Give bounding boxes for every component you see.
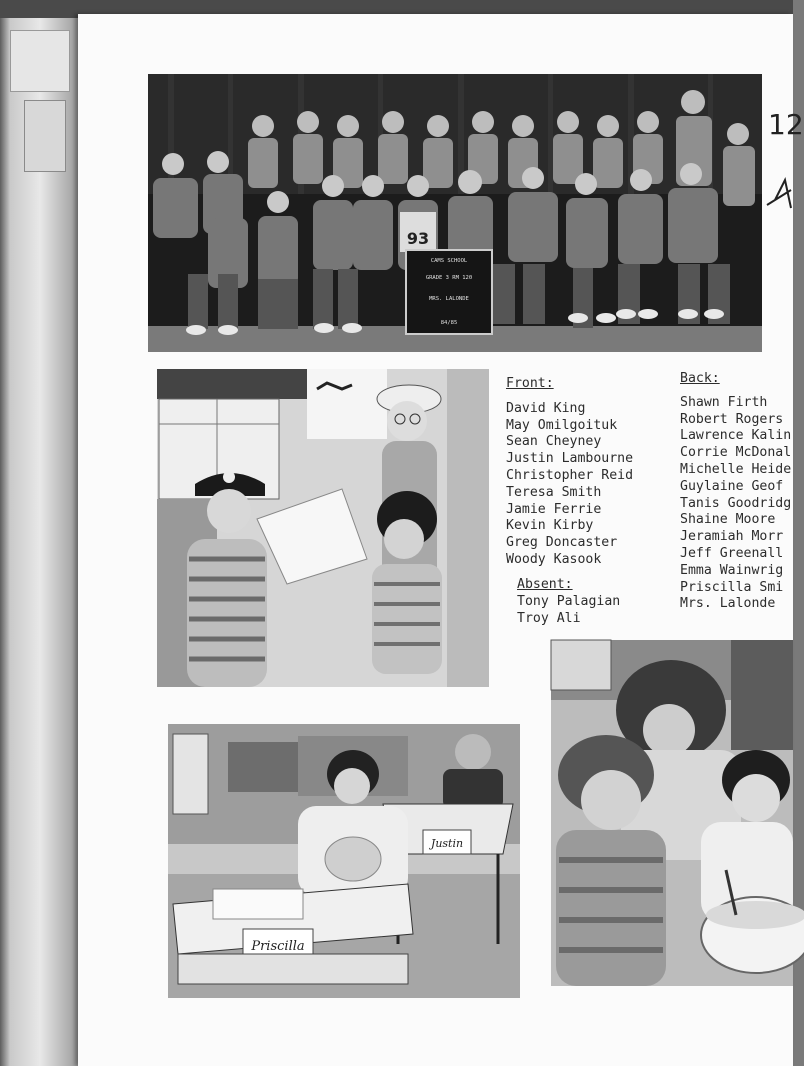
front-name: David King	[506, 400, 586, 416]
front-name: Christopher Reid	[506, 467, 634, 483]
front-name: Teresa Smith	[506, 484, 602, 500]
jersey-number: 93	[406, 229, 430, 248]
sign-teacher: MRS. LALONDE	[429, 296, 469, 302]
front-name: Sean Cheyney	[506, 434, 602, 450]
back-name: Jeramiah Morr	[680, 529, 784, 545]
class-group-photo	[148, 74, 762, 352]
back-name: Priscilla Smi	[680, 579, 784, 595]
front-name: Jamie Ferrie	[506, 501, 602, 517]
back-name: Mrs. Lalonde	[680, 596, 776, 612]
front-name: Woody Kasook	[506, 551, 602, 567]
front-list	[506, 376, 633, 569]
back-name: Emma Wainwrig	[680, 562, 784, 578]
back-name: Shawn Firth	[680, 394, 768, 410]
back-name: Tanis Goodridg	[680, 495, 792, 511]
binder-tab	[24, 100, 66, 172]
back-name: Corrie McDonal	[680, 445, 792, 461]
teacher-students-photo	[157, 369, 489, 687]
binder-clip	[10, 30, 70, 92]
back-heading: Back:	[680, 371, 720, 386]
back-name: Shaine Moore	[680, 512, 776, 528]
front-name: Kevin Kirby	[506, 518, 594, 534]
desk-card-right: Justin	[430, 837, 464, 850]
absent-heading: Absent:	[517, 577, 573, 592]
page-number: 12	[768, 108, 804, 141]
absent-name: Troy Ali	[517, 610, 581, 626]
back-name: Michelle Heide	[680, 461, 792, 477]
back-name: Jeff Greenall	[680, 545, 784, 561]
corner-doodle-icon	[765, 170, 793, 215]
desk-card-left: Priscilla	[251, 939, 305, 954]
front-name: Justin Lambourne	[506, 451, 634, 467]
sign-grade: GRADE 3 RM 120	[425, 275, 473, 281]
back-name: Robert Rogers	[680, 411, 784, 427]
desk-photo	[168, 724, 520, 998]
cooking-photo	[551, 640, 793, 986]
sign-school: CAMS SCHOOL	[430, 258, 468, 264]
front-heading: Front:	[506, 376, 554, 391]
back-name: Lawrence Kalin	[680, 428, 792, 444]
absent-name: Tony Palagian	[517, 593, 621, 609]
front-name: May Omilgoituk	[506, 417, 618, 433]
sign-year: 84/85	[440, 320, 458, 326]
front-name: Greg Doncaster	[506, 535, 618, 551]
back-name: Guylaine Geof	[680, 478, 784, 494]
back-list	[680, 371, 791, 613]
absent-list	[517, 577, 620, 627]
